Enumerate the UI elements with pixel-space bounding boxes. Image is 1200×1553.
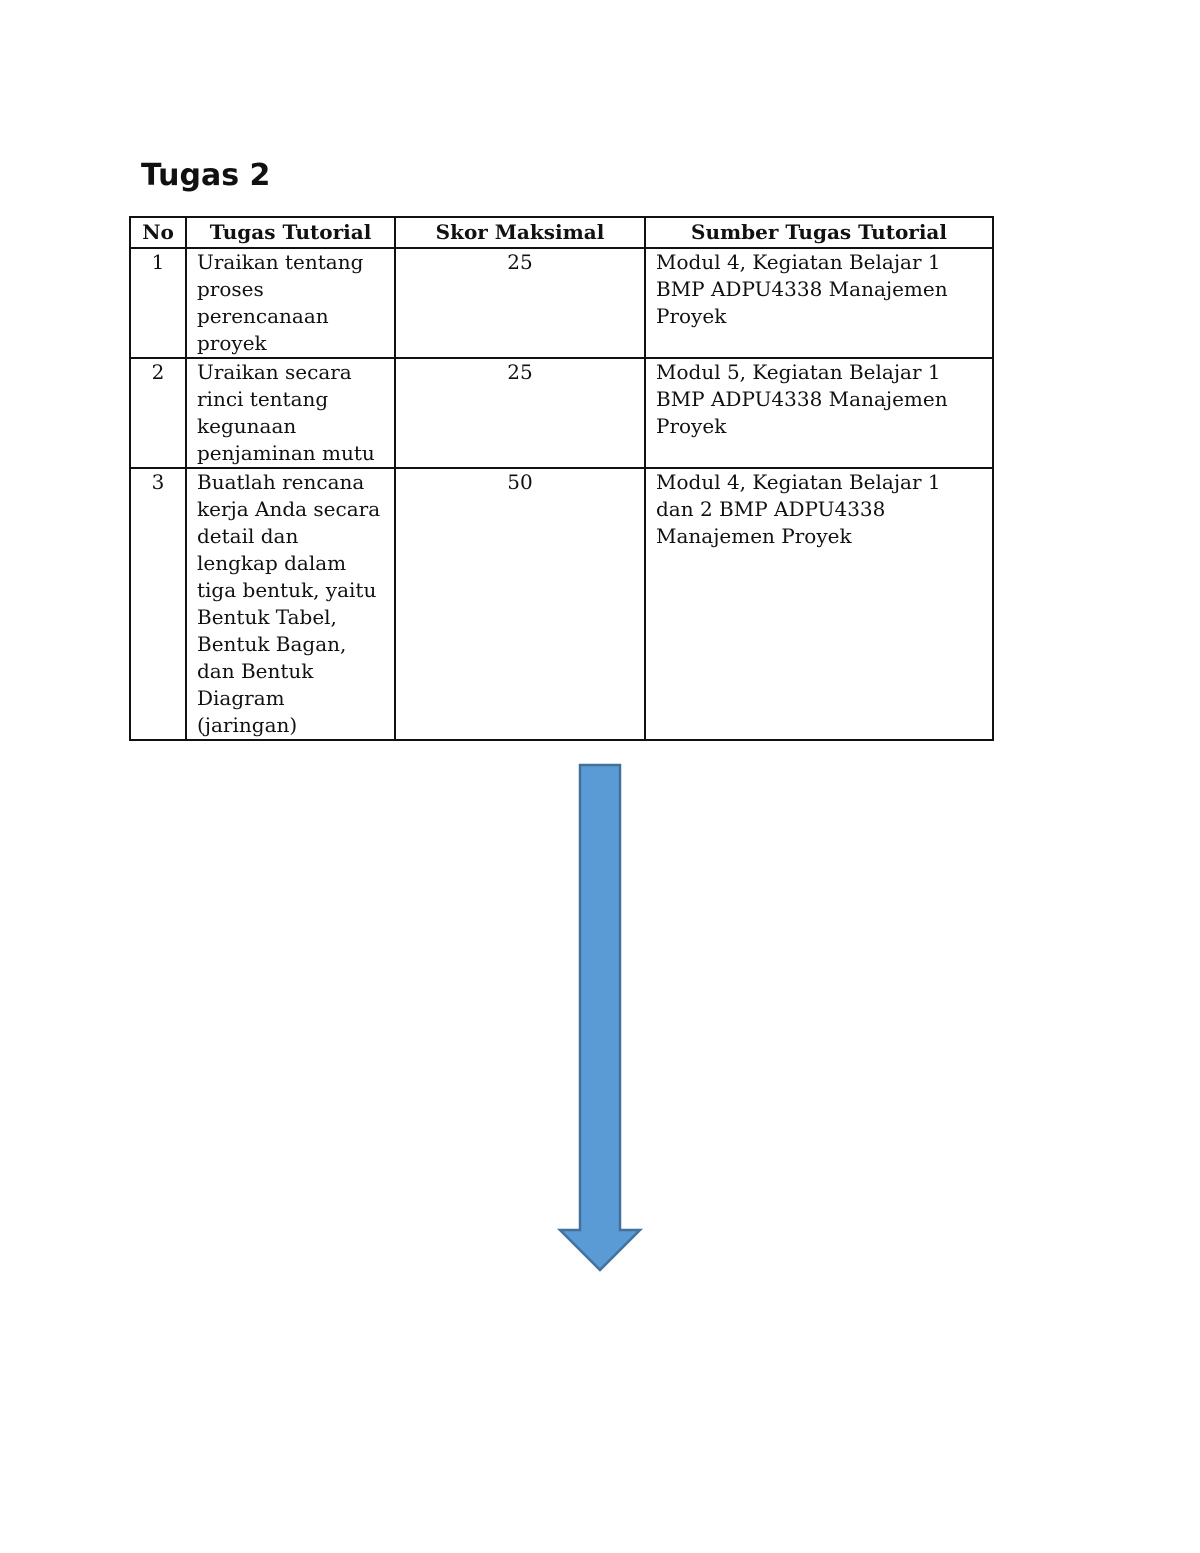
header-task: Tugas Tutorial <box>186 217 395 248</box>
task-source: Modul 4, Kegiatan Belajar 1 BMP ADPU4338 Manajemen Proyek <box>645 248 993 358</box>
arrow-down-icon <box>555 762 645 1274</box>
row-number: 2 <box>130 358 186 468</box>
task-source: Modul 5, Kegiatan Belajar 1 BMP ADPU4338 Manajemen Proyek <box>645 358 993 468</box>
task-description: Buatlah rencana kerja Anda secara detail dan lengkap dalam tiga bentuk, yaitu Bentuk Tabel, Bentuk Bagan, dan Bentuk Diagram (jaringan) <box>186 468 395 740</box>
page-title: Tugas 2 <box>141 158 271 193</box>
table-row <box>130 358 993 468</box>
table-header-row <box>130 217 993 248</box>
task-description: Uraikan tentang proses perencanaan proyek <box>186 248 395 358</box>
max-score: 50 <box>395 468 645 740</box>
table-row <box>130 248 993 358</box>
task-source: Modul 4, Kegiatan Belajar 1 dan 2 BMP ADPU4338 Manajemen Proyek <box>645 468 993 740</box>
max-score: 25 <box>395 248 645 358</box>
header-no: No <box>130 217 186 248</box>
arrow-down-icon-shape <box>555 762 645 1274</box>
task-table <box>129 216 994 741</box>
task-description: Uraikan secara rinci tentang kegunaan penjaminan mutu <box>186 358 395 468</box>
row-number: 3 <box>130 468 186 740</box>
table-row <box>130 468 993 740</box>
row-number: 1 <box>130 248 186 358</box>
arrow-down-icon-polygon <box>560 765 640 1270</box>
header-source: Sumber Tugas Tutorial <box>645 217 993 248</box>
max-score: 25 <box>395 358 645 468</box>
header-score: Skor Maksimal <box>395 217 645 248</box>
